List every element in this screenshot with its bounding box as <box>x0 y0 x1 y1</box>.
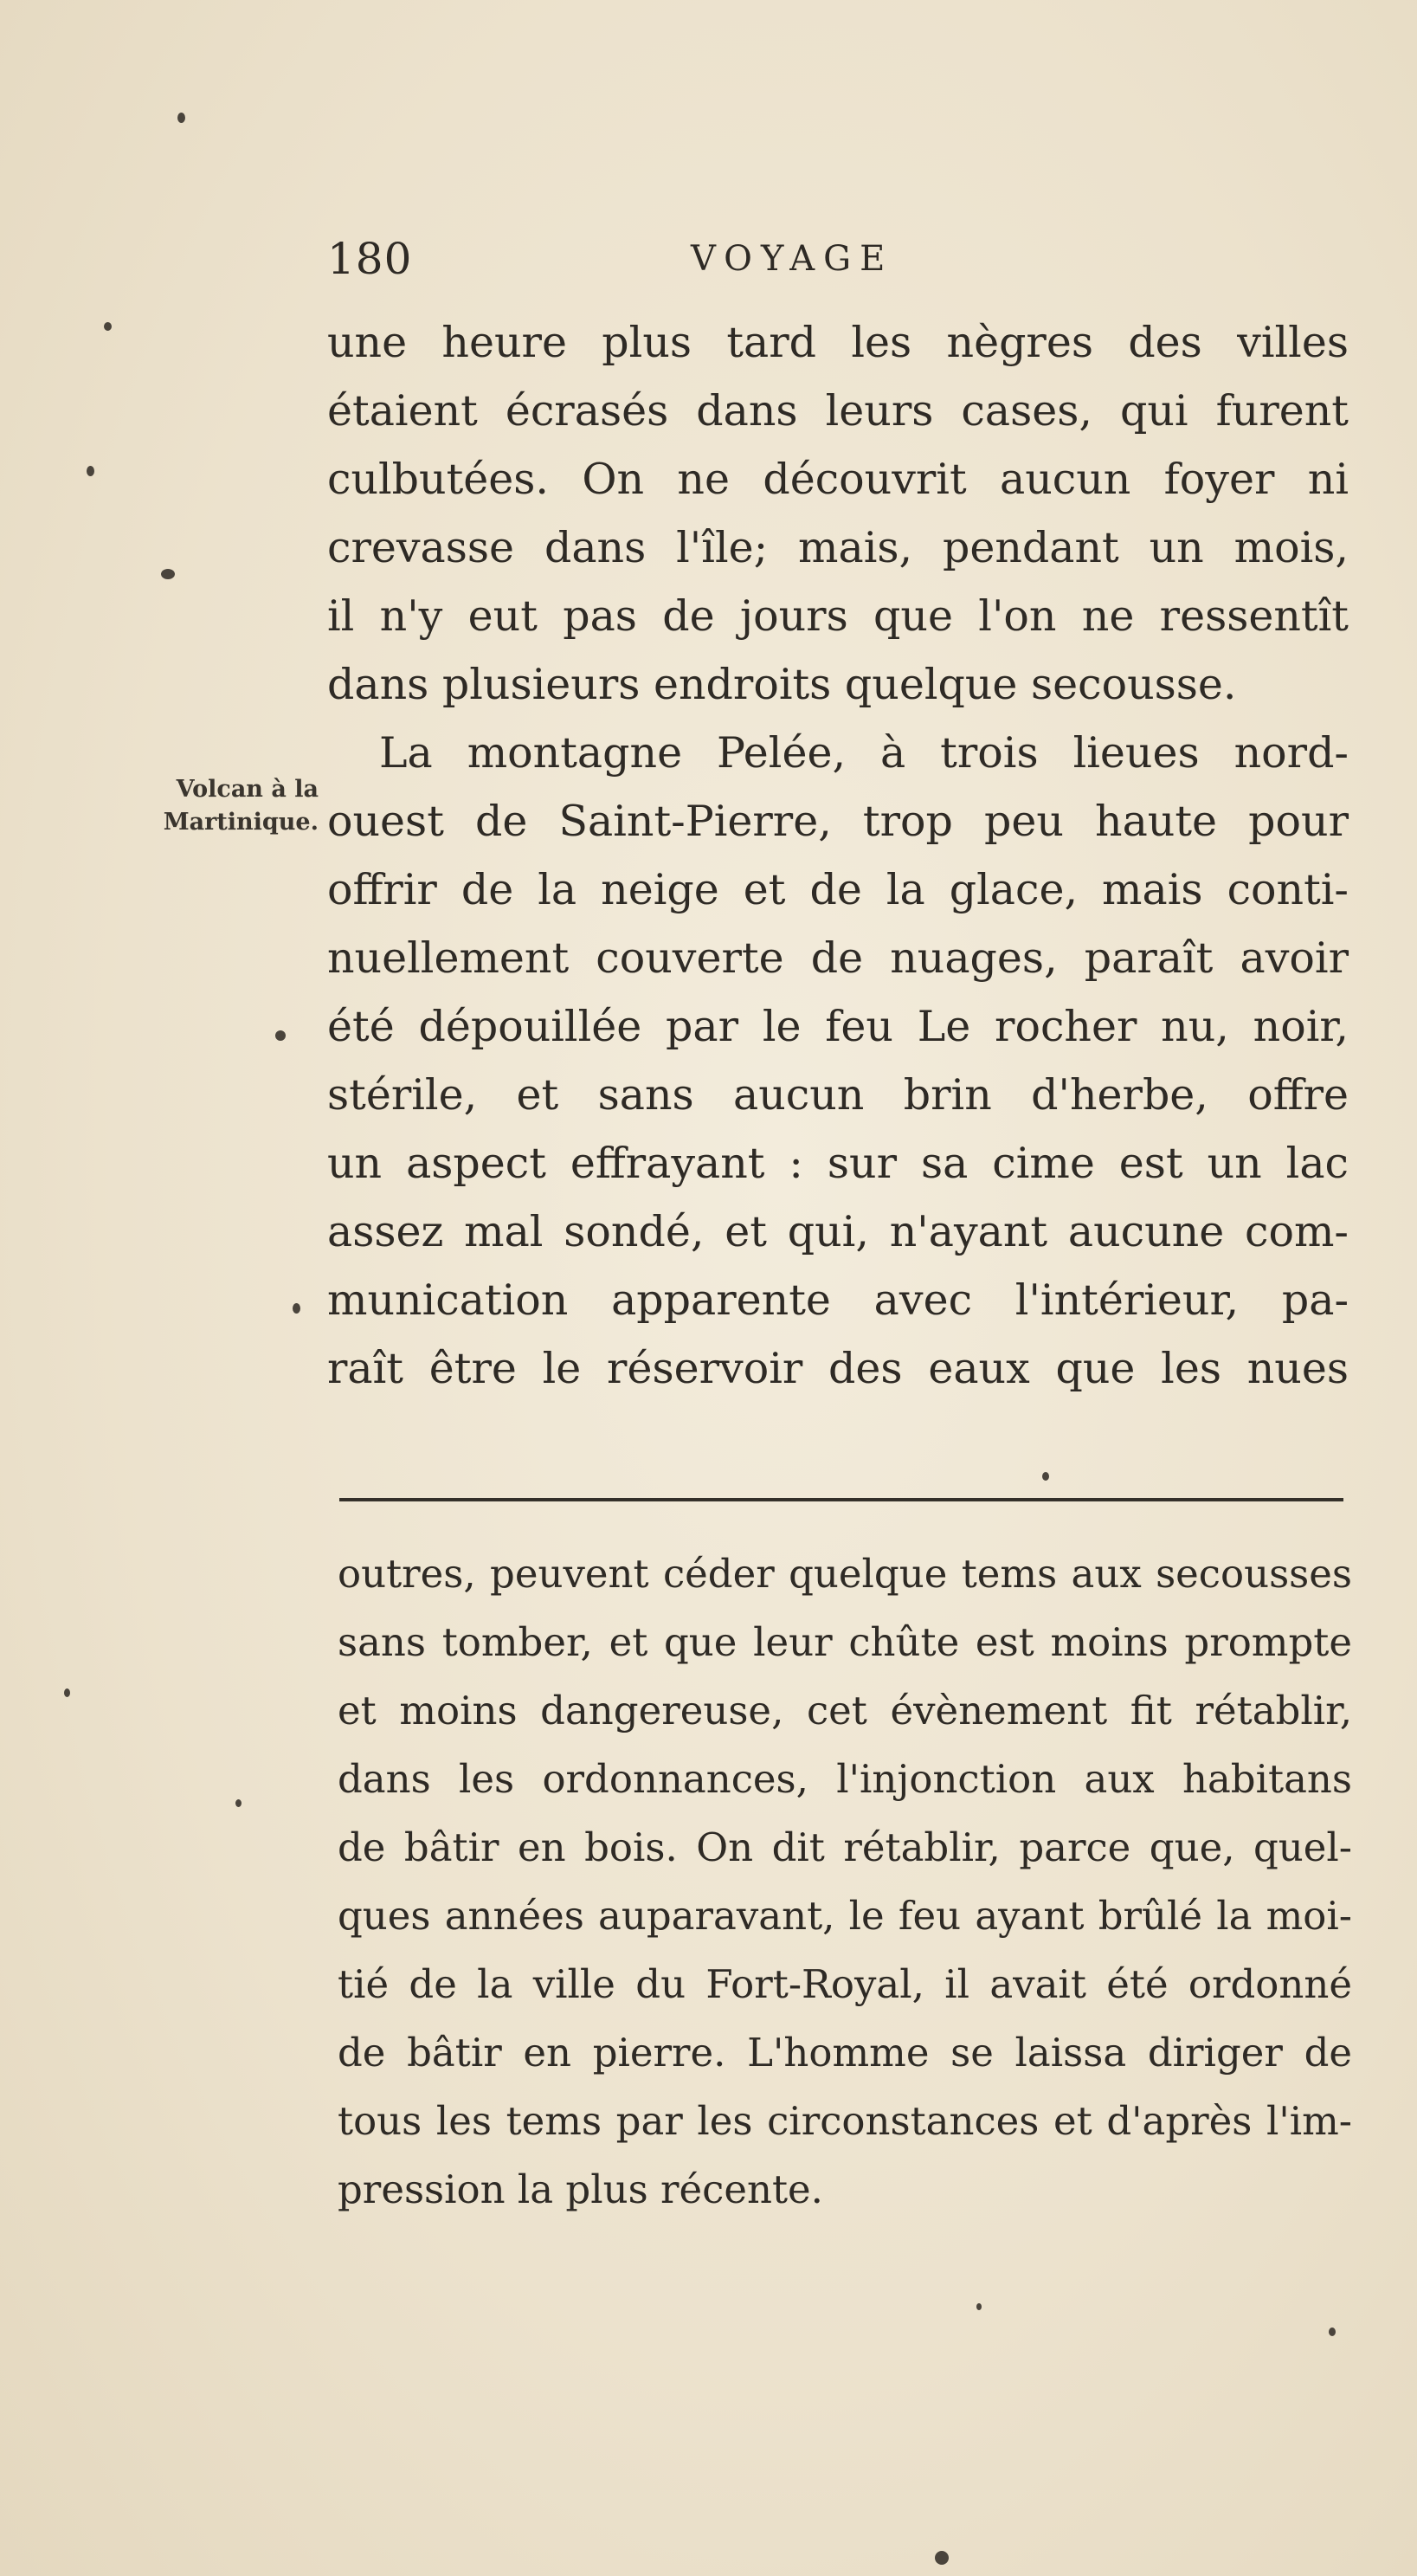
paper-speck <box>177 113 185 123</box>
page-header <box>327 234 1106 303</box>
paper-speck <box>1329 2327 1336 2336</box>
paper-speck <box>1042 1472 1049 1481</box>
text-line: étaient écrasés dans leurs cases, qui furent <box>327 386 1349 436</box>
text-line: crevasse dans l'île; mais, pendant un mois, <box>327 523 1349 572</box>
main-text <box>327 308 1349 1403</box>
footnote-line: de bâtir en pierre. L'homme se laissa diriger de <box>338 2030 1352 2076</box>
paper-speck <box>235 1799 242 1807</box>
paper-speck <box>935 2551 949 2565</box>
margin-note <box>102 773 319 839</box>
footnote-line: pression la plus récente. <box>338 2166 823 2212</box>
paper-speck <box>64 1688 70 1697</box>
text-line: munication apparente avec l'intérieur, pa- <box>327 1275 1349 1325</box>
text-line: une heure plus tard les nègres des villes <box>327 318 1349 367</box>
footnote-line: tié de la ville du Fort-Royal, il avait été ordonné <box>338 1961 1352 2007</box>
footnote-line: outres, peuvent céder quelque tems aux secousses <box>338 1551 1352 1597</box>
running-title: VOYAGE <box>691 239 894 279</box>
footnote-line: de bâtir en bois. On dit rétablir, parce que, quel- <box>338 1824 1352 1870</box>
paper-speck <box>161 569 175 579</box>
text-line: ouest de Saint-Pierre, trop peu haute pour <box>327 797 1349 846</box>
footnote-line: tous les tems par les circonstances et d'après l'im- <box>338 2098 1352 2144</box>
footnote-line: dans les ordonnances, l'injonction aux habitans <box>338 1756 1352 1802</box>
footnote-line: ques années auparavant, le feu ayant brûlé la moi- <box>338 1893 1352 1939</box>
text-line: il n'y eut pas de jours que l'on ne ressentît <box>327 591 1349 641</box>
text-line: raît être le réservoir des eaux que les nues <box>327 1344 1349 1393</box>
footnote-text <box>338 1540 1352 2224</box>
paper-speck <box>104 322 112 331</box>
text-line: culbutées. On ne découvrit aucun foyer ni <box>327 455 1349 504</box>
paragraph-start-line: La montagne Pelée, à trois lieues nord- <box>379 728 1349 778</box>
paper-speck <box>293 1303 300 1314</box>
paper-speck <box>976 2303 982 2310</box>
text-line: été dépouillée par le feu Le rocher nu, noir, <box>327 1002 1349 1051</box>
text-line: offrir de la neige et de la glace, mais conti- <box>327 865 1349 914</box>
footnote-divider <box>339 1498 1343 1501</box>
page-number: 180 <box>327 234 413 284</box>
text-line: nuellement couverte de nuages, paraît avoir <box>327 933 1349 983</box>
margin-note-line: Martinique. <box>163 809 319 836</box>
text-line: dans plusieurs endroits quelque secousse. <box>327 660 1237 709</box>
footnote-line: sans tomber, et que leur chûte est moins prompte <box>338 1619 1352 1665</box>
paper-speck <box>87 466 94 476</box>
text-line: assez mal sondé, et qui, n'ayant aucune com- <box>327 1207 1349 1256</box>
text-line: un aspect effrayant : sur sa cime est un lac <box>327 1139 1349 1188</box>
text-line: stérile, et sans aucun brin d'herbe, offre <box>327 1070 1349 1120</box>
margin-note-line: Volcan à la <box>176 776 319 803</box>
paper-speck <box>275 1030 286 1041</box>
footnote-line: et moins dangereuse, cet évènement fit rétablir, <box>338 1688 1352 1733</box>
